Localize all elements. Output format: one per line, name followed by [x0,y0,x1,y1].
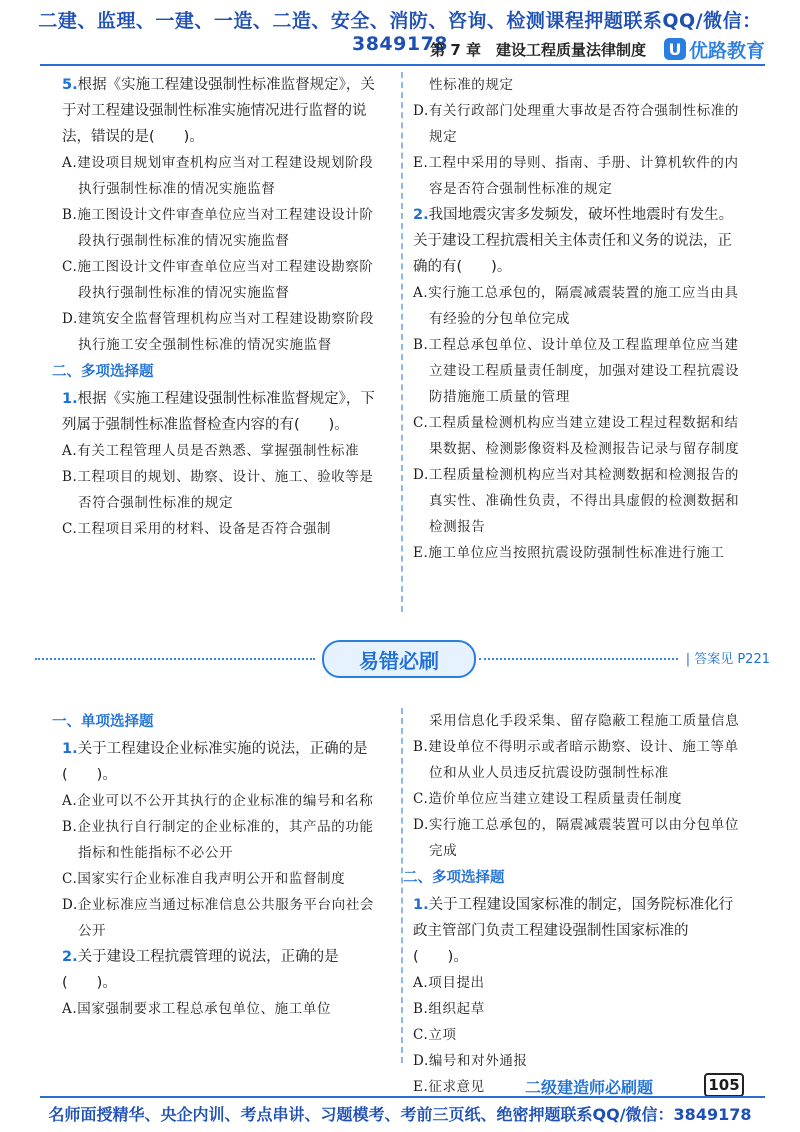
upper-right-column [413,72,740,566]
option-b: B.工程项目的规划、勘察、设计、施工、验收等是否符合强制性标准的规定 [62,469,374,511]
question-number: 1. [413,897,429,913]
option-d: D.建筑安全监督管理机构应当对工程建设勘察阶段执行施工安全强制性标准的情况实施监督 [62,311,374,353]
question-1 [413,892,740,970]
chapter-title: 第 7 章 建设工程质量法律制度 [430,40,646,59]
option-a: A.项目提出 [413,975,485,991]
bottom-banner: 名师面授精华、央企内训、考点串讲、习题模考、考前三页纸、绝密押题联系QQ/微信：3849178 [48,1105,752,1124]
question-stem: 根据《实施工程建设强制性标准监督规定》，下列属于强制性标准监督检查内容的有( )。 [62,391,375,433]
option-b: B.企业执行自行制定的企业标准的，其产品的功能指标和性能指标不必公开 [62,819,374,861]
page-number: 105 [704,1073,744,1097]
band-title: 易错必刷 [322,640,476,678]
section-band [35,638,770,680]
option-b: B.施工图设计文件审查单位应当对工程建设设计阶段执行强制性标准的情况实施监督 [62,207,374,249]
option-a: A.有关工程管理人员是否熟悉、掌握强制性标准 [62,443,360,459]
option-c: C.造价单位应当建立建设工程质量责任制度 [413,791,683,807]
option-continuation: 性标准的规定 [429,77,514,93]
option-e: E.工程中采用的导则、指南、手册、计算机软件的内容是否符合强制性标准的规定 [413,155,739,197]
brand-name: 优路教育 [688,39,765,62]
brand-logo-icon: U [664,38,686,60]
question-stem: 关于建设工程抗震管理的说法，正确的是( )。 [62,949,339,991]
option-a: A.企业可以不公开其执行的企业标准的编号和名称 [62,793,374,809]
option-a: A.国家强制要求工程总承包单位、施工单位 [62,1001,332,1017]
question-stem: 我国地震灾害多发频发，破坏性地震时有发生。关于建设工程抗震相关主体责任和义务的说法，正确的有( )。 [413,207,734,275]
option-e: E.施工单位应当按照抗震设防强制性标准进行施工 [413,545,725,561]
question-2 [413,202,740,280]
option-a: A.实行施工总承包的，隔震减震装置的施工应当由具有经验的分包单位完成 [413,285,739,327]
band-dotted-line-left [35,658,315,660]
question-number: 2. [62,949,78,965]
option-c: C.工程项目采用的材料、设备是否符合强制 [62,521,332,537]
option-b: B.工程总承包单位、设计单位及工程监理单位应当建立建设工程质量责任制度，加强对建设工程抗震设防措施施工质量的管理 [413,337,740,405]
option-b: B.建设单位不得明示或者暗示勘察、设计、施工等单位和从业人员违反抗震设防强制性标准 [413,739,739,781]
option-d: D.工程质量检测机构应当对其检测数据和检测报告的真实性、准确性负责，不得出具虚假的检测数据和检测报告 [413,467,740,535]
lower-left-column [52,708,385,1022]
question-stem: 关于工程建设企业标准实施的说法，正确的是( )。 [62,741,368,783]
option-d: D.有关行政部门处理重大事故是否符合强制性标准的规定 [413,103,740,145]
upper-left-column [52,72,385,542]
section-heading: 二、多项选择题 [52,364,154,380]
book-title: 二级建造师必刷题 [525,1078,654,1097]
option-c: C.施工图设计文件审查单位应当对工程建设勘察阶段执行强制性标准的情况实施监督 [62,259,374,301]
section-heading: 二、多项选择题 [403,870,505,886]
option-d: D.编号和对外通报 [413,1053,528,1069]
column-divider [401,72,403,612]
question-5 [62,72,385,150]
option-e: E.征求意见 [413,1079,485,1095]
question-number: 1. [62,741,78,757]
top-banner: 二建、监理、一建、一造、二造、安全、消防、咨询、检测课程押题联系QQ/微信：3849178 [38,10,762,55]
option-d: D.实行施工总承包的，隔震减震装置可以由分包单位完成 [413,817,740,859]
option-continuation: 采用信息化手段采集、留存隐蔽工程施工质量信息 [429,713,740,729]
option-c: C.立项 [413,1027,457,1043]
brand-logo [664,36,765,63]
page-header [40,34,765,66]
question-1 [62,386,385,438]
question-number: 1. [62,391,78,407]
option-d: D.企业标准应当通过标准信息公共服务平台向社会公开 [62,897,374,939]
option-c: C.国家实行企业标准自我声明公开和监督制度 [62,871,346,887]
section-heading: 一、单项选择题 [52,714,154,730]
question-number: 5. [62,77,78,93]
option-b: B.组织起草 [413,1001,485,1017]
question-1 [62,736,385,788]
question-stem: 关于工程建设国家标准的制定，国务院标准化行政主管部门负责工程建设强制性国家标准的( )。 [413,897,734,965]
question-stem: 根据《实施工程建设强制性标准监督规定》，关于对工程建设强制性标准实施情况进行监督的说法，错误的是( )。 [62,77,375,145]
option-a: A.建设项目规划审查机构应当对工程建设规划阶段执行强制性标准的情况实施监督 [62,155,374,197]
answer-reference: | 答案见 P221 [680,648,770,667]
footer-rule [40,1096,765,1098]
option-c: C.工程质量检测机构应当建立建设工程过程数据和结果数据、检测影像资料及检测报告记录与留存制度 [413,415,740,457]
lower-right-column [403,708,740,1100]
question-2 [62,944,385,996]
question-number: 2. [413,207,429,223]
